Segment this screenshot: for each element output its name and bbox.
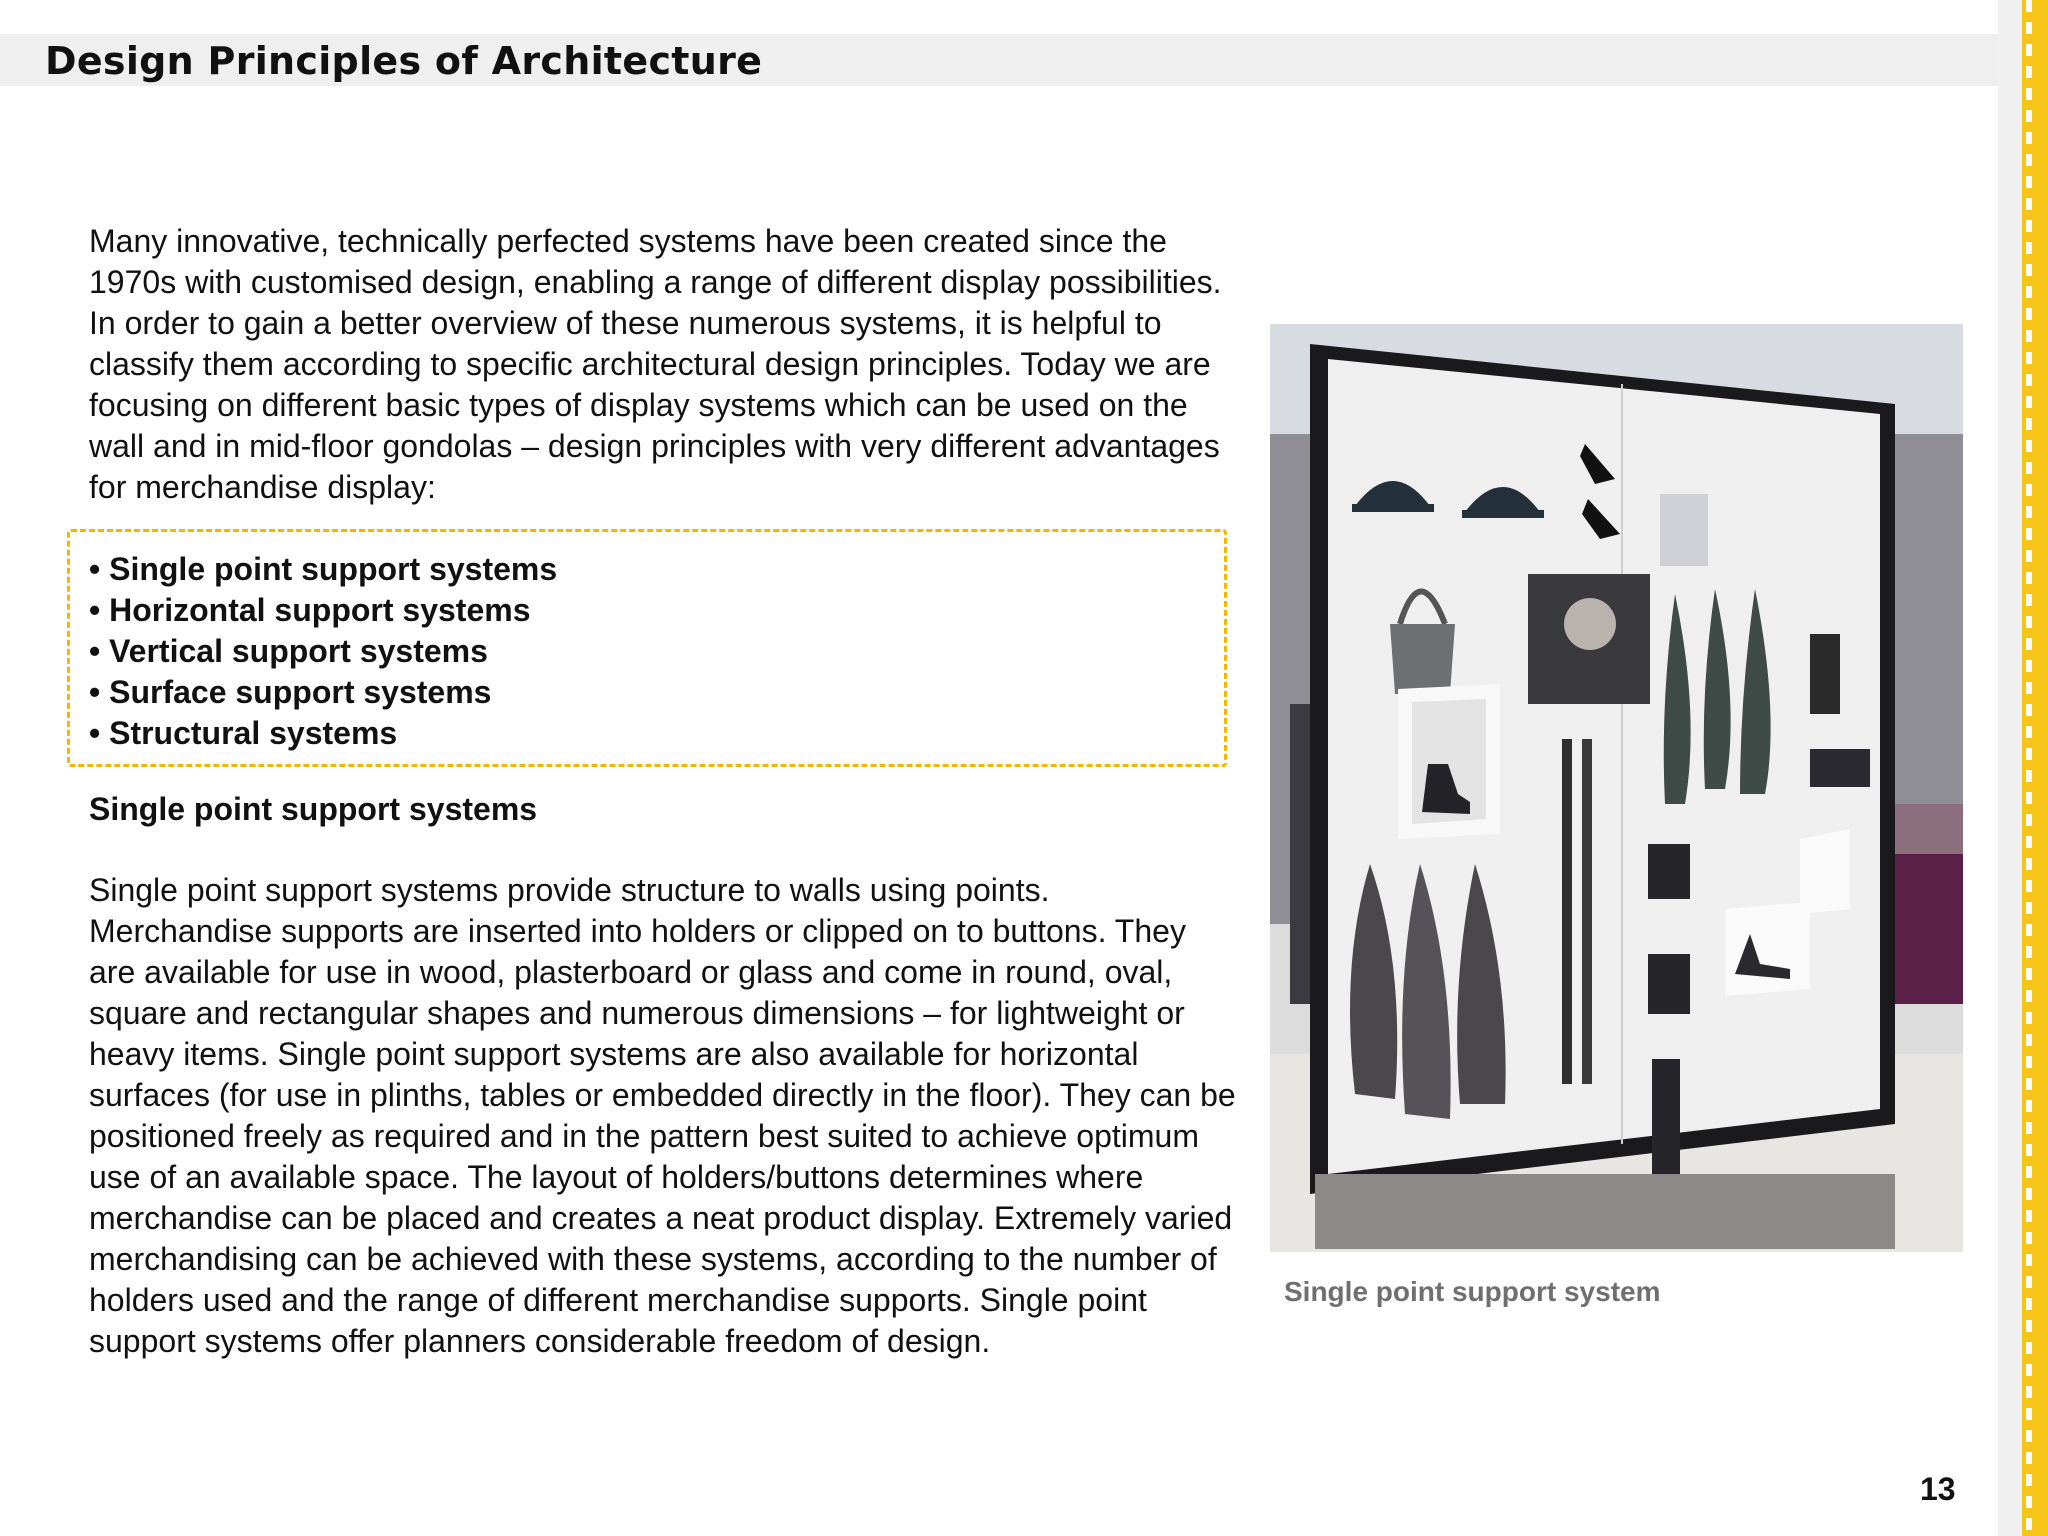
section-body: Single point support systems provide structure to walls using points. Merchandise supports are inserted into holders or clipped on to buttons. They are available for use in wood, plasterboard or glass and come in round, oval, square and rectangular shapes and numerous dimensions – for lightweight or heavy items. Single point support systems are also available for horizontal surfaces (for use in plinths, tables or embedded directly in the floor). They can be positioned freely as required and in the pattern best suited to achieve optimum use of an available space. The layout of holders/buttons determines where merchandise can be placed and creates a neat product display. Extremely varied merchandising can be achieved with these systems, according to the number of holders used and the range of different merchandise supports. Single point support systems offer planners considerable freedom of design.: [89, 872, 1236, 1359]
section-heading: Single point support systems: [89, 791, 538, 827]
display-wall-photo: [1270, 324, 1963, 1252]
system-types-list: [89, 549, 557, 754]
list-item: • Horizontal support systems: [89, 592, 531, 628]
intro-paragraph: Many innovative, technically perfected systems have been created since the 1970s with customised design, enabling a range of different display possibilities. In order to gain a better overview of these numerous systems, it is helpful to classify them according to specific architectural design principles. Today we are focusing on different basic types of display systems which can be used on the wall and in mid-floor gondolas – design principles with very different advantages for merchandise display:: [89, 223, 1222, 505]
list-item: • Vertical support systems: [89, 633, 488, 669]
strip-inner-panel: [1998, 0, 2022, 1536]
figure-caption: Single point support system: [1284, 1276, 1661, 1307]
page-number: 13: [1920, 1471, 1956, 1507]
list-item: • Single point support systems: [89, 551, 558, 587]
strip-dashed-line: [2026, 0, 2032, 1536]
list-item: • Structural systems: [89, 715, 398, 751]
list-item: • Surface support systems: [89, 674, 492, 710]
page-title: Design Principles of Architecture: [45, 39, 763, 83]
right-accent-strip: [1998, 0, 2048, 1536]
